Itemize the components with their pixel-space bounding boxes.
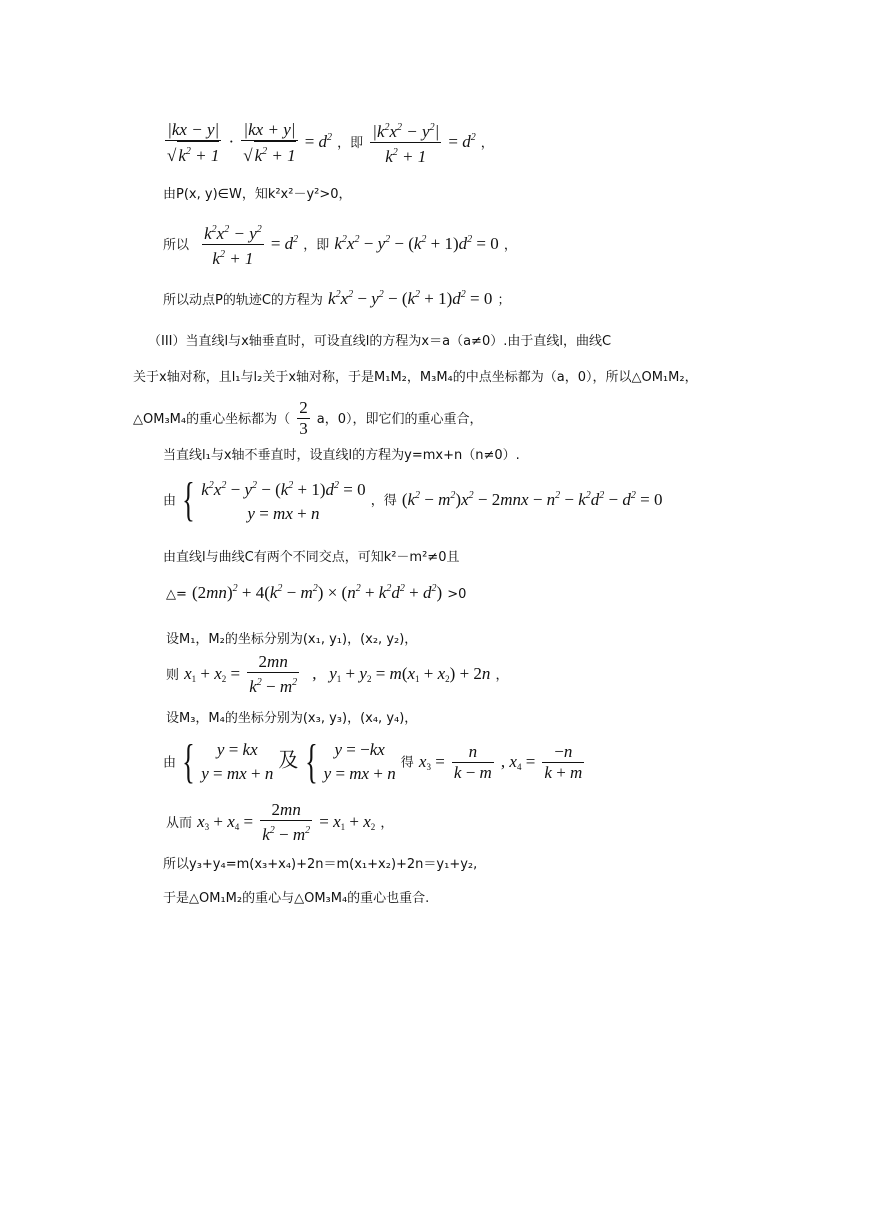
text-line-6: 关于x轴对称，且l₁与l₂关于x轴对称，于是M₁M₂，M₃M₄的中点坐标都为（a，0），所以△OM₁M₂，: [133, 370, 698, 385]
fraction-two-thirds: $\frac{2}{3}$: [299, 398, 308, 438]
text-l3-end: ，: [503, 238, 517, 253]
fraction-2mn-2: $\frac{2mn}{k^2 - m^2}$: [262, 800, 311, 844]
text-l1-end: ，: [480, 136, 494, 151]
text-line-12: 设M₁，M₂的坐标分别为(x₁, y₁)，(x₂, y₂)，: [166, 632, 418, 647]
eq-line-4: 所以动点P的轨迹C的方程为 $k^2x^2 - y^2 - (k^2 + 1)d^2 = 0$ ；: [163, 289, 511, 308]
text-l11-pre: △=: [166, 587, 187, 602]
eq-line-3: 所以 $\frac{k^2x^2 - y^2}{k^2 + 1}$ = $d^2$ ，即 $k^2x^2 - y^2 - (k^2 + 1)d^2 = 0$ ，: [163, 220, 517, 269]
fraction-trajectory: $\frac{k^2x^2 - y^2}{k^2 + 1}$: [202, 220, 264, 269]
equation-system: $k^2x^2 - y^2 - (k^2 + 1)d^2 = 0$ y = mx + n: [201, 480, 366, 523]
text-l3-pre: 所以: [163, 238, 190, 253]
text-l1-mid: ，即: [337, 136, 364, 151]
text-line-10: 由直线l与曲线C有两个不同交点，可知k²－m²≠0且: [163, 550, 460, 565]
text-line-17: 所以y₃+y₄=m(x₃+x₄)+2n＝m(x₁+x₂)+2n＝y₁+y₂,: [163, 857, 478, 872]
text-l11-end: >0: [447, 587, 467, 602]
brace-icon: {: [182, 473, 195, 526]
text-l4-pre: 所以动点P的轨迹C的方程为: [163, 293, 323, 308]
fraction-x4: $\frac{-n}{k + m}$: [544, 741, 583, 782]
text-l9-mid: ，得: [370, 493, 397, 509]
text-l9-pre: 由: [163, 493, 177, 509]
text-l15-and: 及: [278, 747, 299, 772]
fraction-k2x2: $\frac{|k^2x^2 - y^2|}{k^2 + 1}$: [370, 118, 441, 167]
text-line-5: （III）当直线l与x轴垂直时，可设直线l的方程为x＝a（a≠0）.由于直线l，曲线C: [148, 334, 612, 349]
brace-icon: {: [304, 735, 318, 788]
eq-line-13: 则 $x_1 + x_2$ = $\frac{2mn}{k^2 - m^2}$ , $y_1 + y_2 = m(x_1 + x_2) + 2n$ ，: [166, 652, 509, 696]
text-l16-end: ，: [380, 816, 394, 831]
eq-line-11: △= $(2mn)^2 + 4(k^2 - m^2) \times (n^2 + k^2d^2 + d^2) >0$: [166, 583, 467, 602]
text-line-8: 当直线l₁与x轴不垂直时，设直线l的方程为y=mx+n（n≠0）.: [163, 448, 520, 463]
text-l7-end: a，0），即它们的重心重合，: [316, 412, 483, 427]
eq-line-9: 由 { $k^2x^2 - y^2 - (k^2 + 1)d^2 = 0$ y = mx + n ，得 $(k^2 - m^2)x^2 - 2mnx - n^2 - k^2d^2 - d^2 = 0$: [163, 473, 663, 526]
fraction-2mn: $\frac{2mn}{k^2 - m^2}$: [249, 652, 298, 696]
text-l15-pre: 由: [163, 755, 177, 771]
text-l13-pre: 则: [166, 668, 180, 683]
fraction-x3: $\frac{n}{k - m}$: [453, 741, 492, 782]
fraction-kx-plus-y: $\frac{|kx + y|}{√ k^2 + 1}$: [243, 119, 296, 165]
eq-line-1: $\frac{|kx - y|}{√ k^2 + 1}$ · $\frac{|kx + y|}{√ k^2 + 1}$ = $d^2$ ，即 $\frac{|k^2x^2 - y^2|}{k^2 + 1}$ = $d^2$ ，: [167, 119, 494, 166]
equation-system-2: y = −kx y = mx + n: [323, 740, 396, 783]
fraction-kx-minus-y: $\frac{|kx - y|}{√ k^2 + 1}$: [167, 119, 220, 165]
eq-line-15: 由 { y = kx y = mx + n 及 { y = −kx y = mx + n 得 $x_3$ = $\frac{n}{k - m}$ , $x_4$ = $\frac{-n}{k + m}$: [163, 735, 583, 788]
text-line-2: 由P(x, y)∈W，知k²x²－y²>0，: [163, 187, 352, 202]
text-l13-end: ，: [495, 668, 509, 683]
text-l7-pre: △OM₃M₄的重心坐标都为（: [133, 412, 291, 427]
text-line-14: 设M₃，M₄的坐标分别为(x₃, y₃)，(x₄, y₄)，: [166, 711, 418, 726]
eq-line-16: 从而 $x_3 + x_4$ = $\frac{2mn}{k^2 - m^2}$ = $x_1 + x_2$ ，: [166, 800, 394, 844]
brace-icon: {: [182, 735, 195, 788]
text-line-18: 于是△OM₁M₂的重心与△OM₃M₄的重心也重合.: [163, 891, 430, 906]
text-l15-mid: 得: [400, 755, 414, 771]
eq-line-7: [133, 398, 483, 439]
equation-system-1: y = kx y = mx + n: [201, 740, 274, 783]
text-l4-end: ；: [497, 293, 511, 308]
text-l3-mid: ，即: [303, 238, 330, 253]
text-l16-pre: 从而: [166, 816, 193, 831]
